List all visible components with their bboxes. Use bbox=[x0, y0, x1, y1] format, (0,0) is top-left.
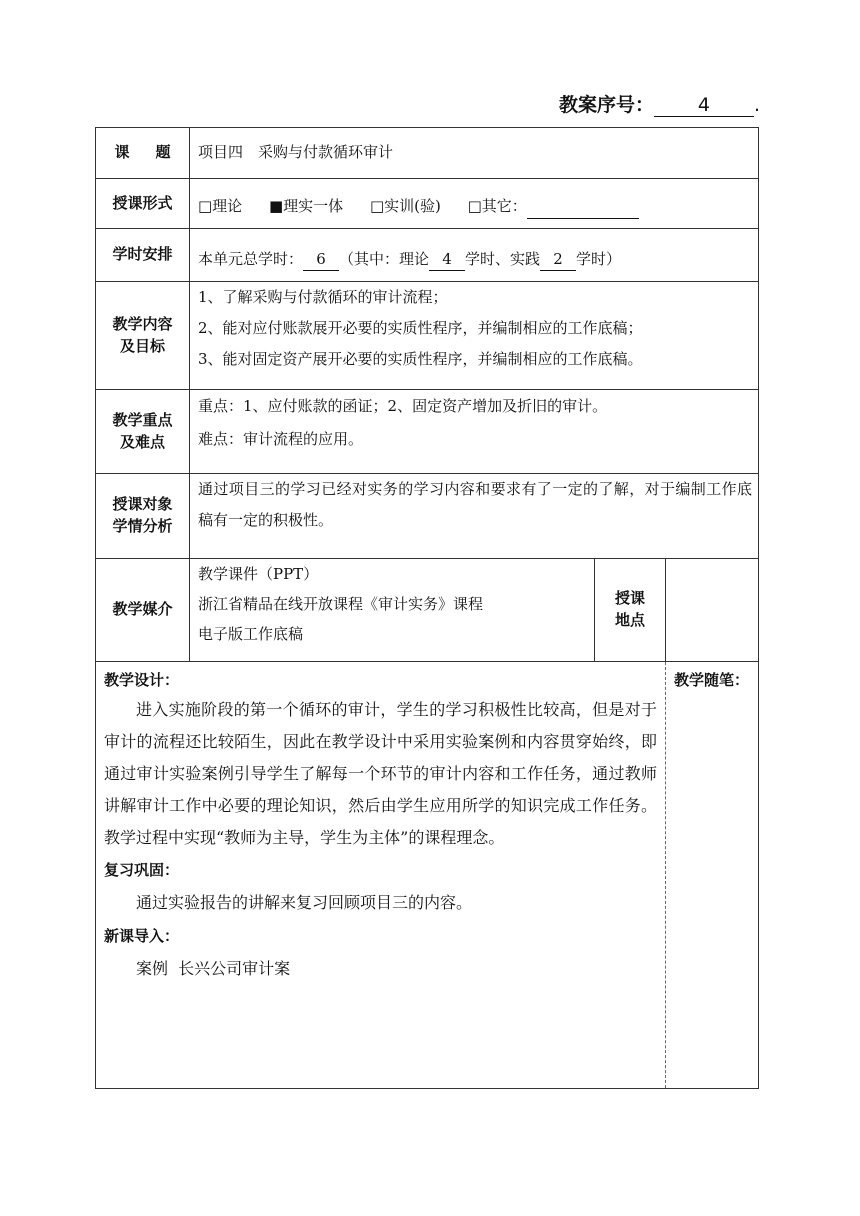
hours-theory: 4 bbox=[429, 249, 465, 272]
objective-item: 3、能对固定资产展开必要的实质性程序，并编制相应的工作底稿。 bbox=[198, 350, 643, 368]
row-media bbox=[96, 559, 759, 662]
row-key-points bbox=[96, 390, 759, 474]
review-heading: 复习巩固： bbox=[104, 861, 180, 879]
learner-analysis-text: 通过项目三的学习已经对实务的学习内容和要求有了一定的了解，对于编制工作底稿有一定的积极性。 bbox=[190, 474, 759, 559]
media-item: 电子版工作底稿 bbox=[198, 625, 304, 643]
media-item: 教学课件（PPT） bbox=[198, 565, 319, 583]
topic-label: 课题 bbox=[96, 128, 190, 179]
hours-total: 6 bbox=[303, 249, 339, 272]
topic-value: 项目四 采购与付款循环审计 bbox=[190, 128, 759, 179]
row-learner-analysis bbox=[96, 474, 759, 559]
lesson-plan-table bbox=[95, 127, 759, 1089]
new-lesson-intro-text: 案例 长兴公司审计案 bbox=[136, 959, 291, 978]
teaching-location-value bbox=[666, 559, 759, 662]
key-point-item: 重点：1、应付账款的函证；2、固定资产增加及折旧的审计。 bbox=[198, 397, 608, 415]
row-content-objectives bbox=[96, 282, 759, 390]
lesson-plan-number-value: 4 bbox=[654, 94, 754, 117]
teaching-location-label: 授课 地点 bbox=[595, 559, 666, 662]
key-points-label: 教学重点 及难点 bbox=[96, 390, 190, 474]
lesson-plan-number bbox=[559, 90, 760, 117]
row-design bbox=[96, 662, 759, 1089]
row-hours bbox=[96, 229, 759, 282]
media-list bbox=[190, 559, 595, 662]
row-teaching-form bbox=[96, 179, 759, 229]
content-objectives-list bbox=[190, 282, 759, 390]
review-text: 通过实验报告的讲解来复习回顾项目三的内容。 bbox=[136, 893, 473, 912]
media-item: 浙江省精品在线开放课程《审计实务》课程 bbox=[198, 595, 484, 613]
hours-practice: 2 bbox=[540, 249, 576, 272]
new-lesson-intro-heading: 新课导入： bbox=[104, 927, 180, 945]
row-topic bbox=[96, 128, 759, 179]
difficulty-item: 难点：审计流程的应用。 bbox=[198, 430, 364, 448]
lesson-plan-number-suffix: . bbox=[753, 94, 760, 116]
hours-value: 本单元总学时： 6 （其中：理论 4 学时、实践 2 学时） bbox=[190, 229, 759, 282]
option-theory[interactable]: □理论 bbox=[198, 197, 243, 216]
teaching-notes-heading: 教学随笔： bbox=[674, 671, 750, 689]
media-label: 教学媒介 bbox=[96, 559, 190, 662]
option-other[interactable]: □其它： bbox=[468, 197, 639, 215]
teaching-form-label: 授课形式 bbox=[96, 179, 190, 229]
teaching-design-heading: 教学设计： bbox=[104, 671, 180, 689]
hours-label: 学时安排 bbox=[96, 229, 190, 282]
teaching-form-options bbox=[190, 179, 759, 229]
objective-item: 2、能对应付账款展开必要的实质性程序，并编制相应的工作底稿； bbox=[198, 319, 643, 337]
lesson-plan-number-label: 教案序号： bbox=[558, 94, 654, 116]
objective-item: 1、了解采购与付款循环的审计流程； bbox=[198, 288, 448, 306]
content-objectives-label: 教学内容 及目标 bbox=[96, 282, 190, 390]
option-integrated[interactable]: ■理实一体 bbox=[268, 197, 344, 216]
key-points-list bbox=[190, 390, 759, 474]
learner-analysis-label: 授课对象 学情分析 bbox=[96, 474, 190, 559]
option-practical-training[interactable]: □实训(验) bbox=[369, 197, 441, 216]
teaching-design-section bbox=[96, 662, 666, 1089]
teaching-design-paragraph: 进入实施阶段的第一个循环的审计，学生的学习积极性比较高，但是对于审计的流程还比较陌生，因此在教学设计中采用实验案例和内容贯穿始终，即通过审计实验案例引导学生了解每一个环节的审计内容和工作任务，通过教师讲解审计工作中必要的理论知识，然后由学生应用所学的知识完成工作任务。教学过程中实现“教师为主导，学生为主体”的课程理念。 bbox=[104, 700, 657, 847]
teaching-notes-section bbox=[666, 662, 759, 1089]
